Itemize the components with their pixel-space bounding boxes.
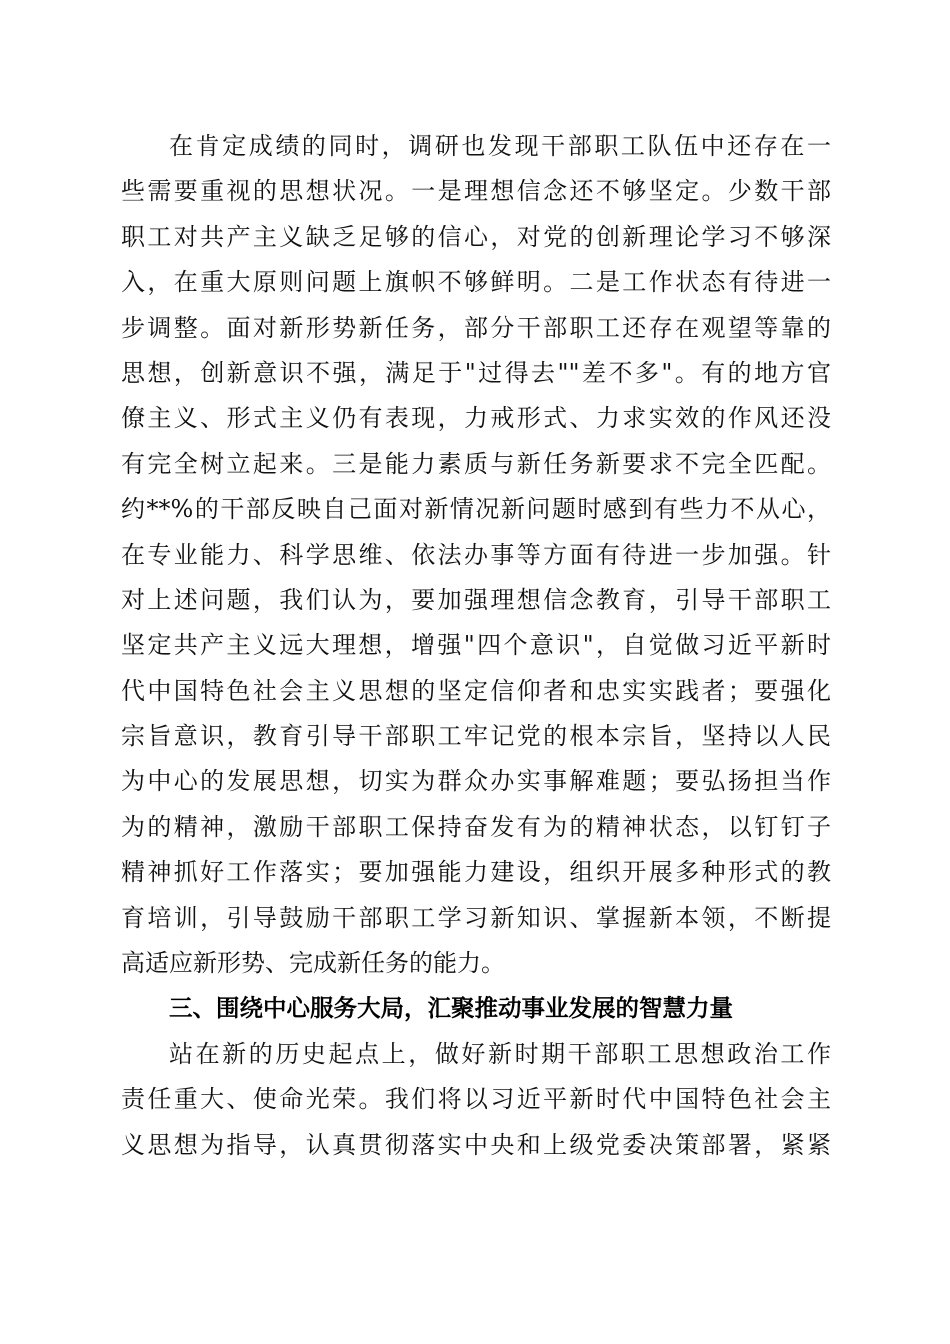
paragraph-line: 有完全树立起来。三是能力素质与新任务新要求不完全匹配。	[121, 449, 831, 478]
paragraph-line: 思想，创新意识不强，满足于"过得去""差不多"。有的地方官	[121, 358, 831, 387]
paragraph-line: 在专业能力、科学思维、依法办事等方面有待进一步加强。针	[121, 540, 831, 569]
paragraph-line: 高适应新形势、完成新任务的能力。	[121, 949, 505, 978]
section-heading-3: 三、围绕中心服务大局，汇聚推动事业发展的智慧力量	[169, 994, 733, 1023]
paragraph-line: 代中国特色社会主义思想的坚定信仰者和忠实实践者；要强化	[121, 676, 831, 705]
paragraph-line: 步调整。面对新形势新任务，部分干部职工还存在观望等靠的	[121, 313, 831, 342]
paragraph-line: 约**%的干部反映自己面对新情况新问题时感到有些力不从心，	[121, 495, 831, 524]
paragraph-line: 职工对共产主义缺乏足够的信心，对党的创新理论学习不够深	[121, 222, 831, 251]
paragraph-line: 在肯定成绩的同时，调研也发现干部职工队伍中还存在一	[169, 132, 831, 160]
paragraph-line: 为的精神，激励干部职工保持奋发有为的精神状态，以钉钉子	[121, 812, 831, 841]
paragraph-line: 为中心的发展思想，切实为群众办实事解难题；要弘扬担当作	[121, 767, 831, 796]
body-paragraph-1	[121, 124, 831, 1168]
paragraph-line: 站在新的历史起点上，做好新时期干部职工思想政治工作	[169, 1039, 831, 1068]
paragraph-line: 入，在重大原则问题上旗帜不够鲜明。二是工作状态有待进一	[121, 268, 831, 297]
paragraph-line: 责任重大、使命光荣。我们将以习近平新时代中国特色社会主	[121, 1085, 831, 1114]
paragraph-line: 义思想为指导，认真贯彻落实中央和上级党委决策部署，紧紧	[121, 1130, 831, 1159]
paragraph-line: 育培训，引导鼓励干部职工学习新知识、掌握新本领，不断提	[121, 903, 831, 932]
paragraph-line: 坚定共产主义远大理想，增强"四个意识"，自觉做习近平新时	[121, 631, 831, 660]
paragraph-line: 僚主义、形式主义仍有表现，力戒形式、力求实效的作风还没	[121, 404, 831, 433]
paragraph-line: 些需要重视的思想状况。一是理想信念还不够坚定。少数干部	[121, 177, 831, 206]
paragraph-line: 对上述问题，我们认为，要加强理想信念教育，引导干部职工	[121, 585, 831, 614]
paragraph-line: 精神抓好工作落实；要加强能力建设，组织开展多种形式的教	[121, 858, 831, 887]
paragraph-line: 宗旨意识，教育引导干部职工牢记党的根本宗旨，坚持以人民	[121, 722, 831, 751]
